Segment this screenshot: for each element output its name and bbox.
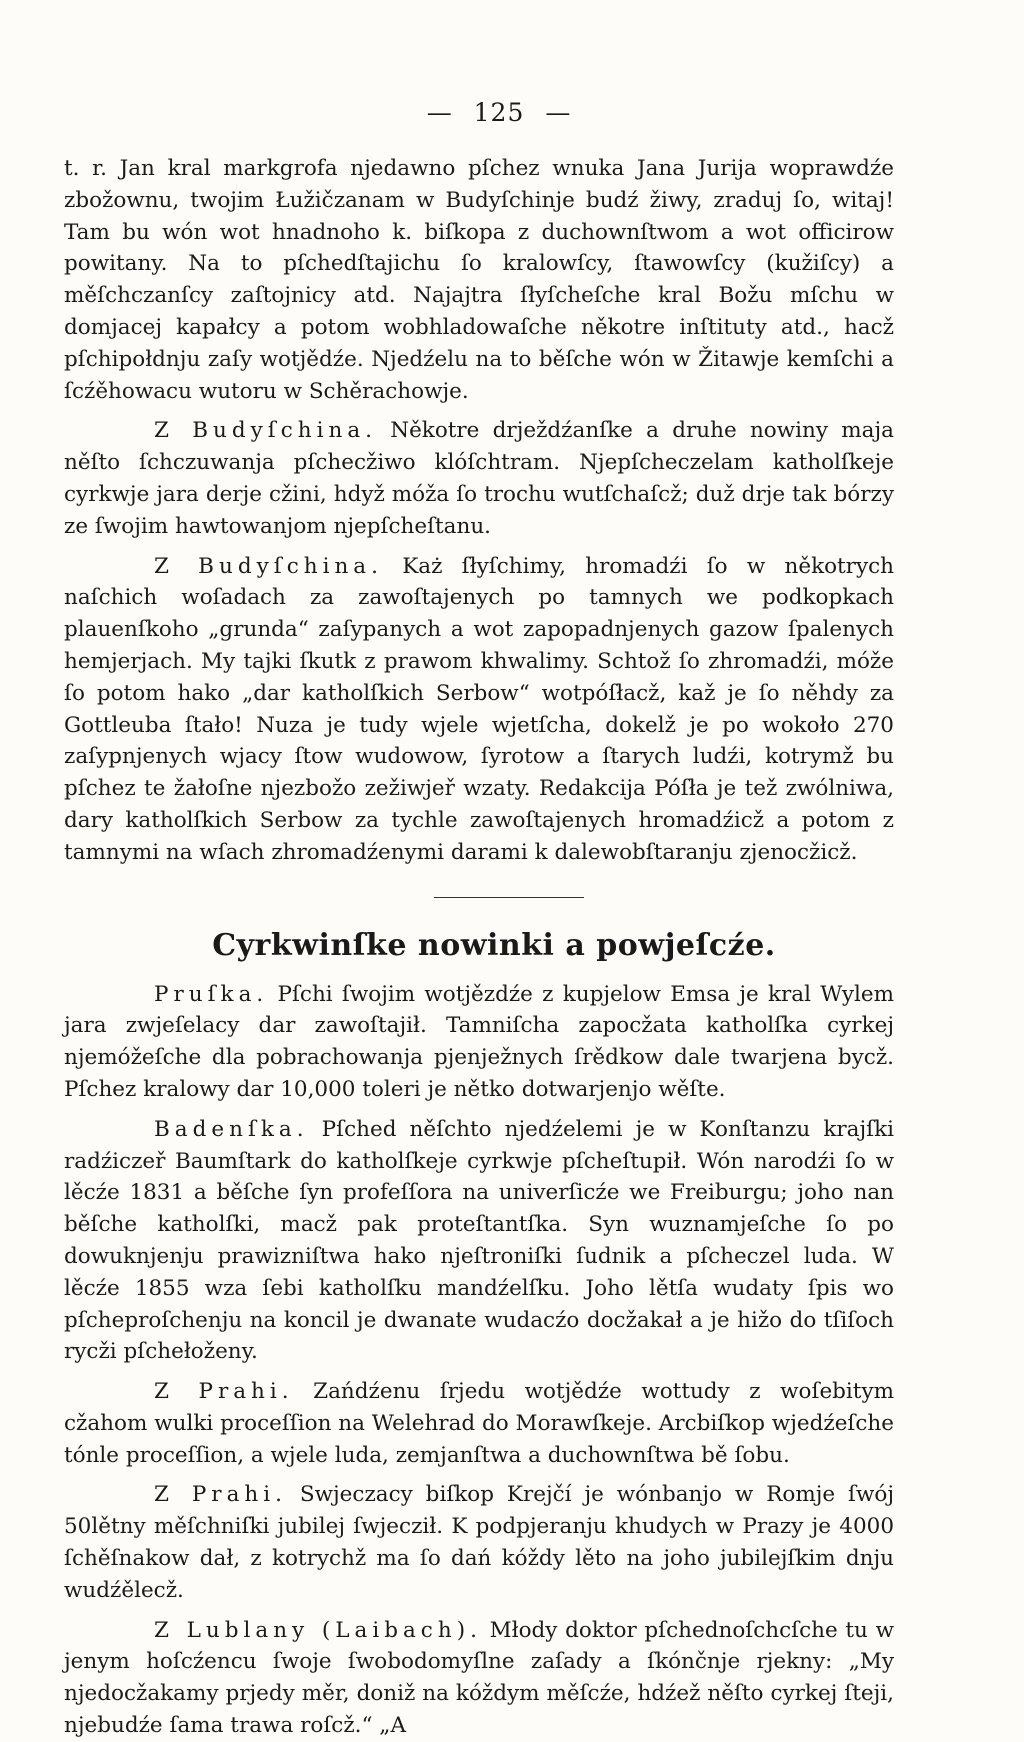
paragraph-badenska [64,1114,894,1368]
paragraph-text: Swjeczacy biſkop Krejčí je wónbanjo w Romje ſwój 50lětny měſchniſki jubilej ſwjecził. K podpjeranju khudych w Prazy je 4000 ſchěſnakow dał, z kotrychž ma ſo dań kóždy lěto na joho jubilejſkim dnju wudźělecž. [64,1482,894,1603]
paragraph-text: Młody doktor pſchednoſchcſche tu w jenym hoſcźencu ſwoje ſwobodomyſlne zaſady a ſkónčnje rjekny: „My njedocžakamy prjedy měr, doniž na kóždym měſcźe, hdźež něſto cyrkej ſteji, njebudźe ſama trawa roſcž.“ „A [64,1617,894,1739]
section-divider [434,897,584,898]
paragraph-lead: Z Prahi. [154,1482,287,1508]
paragraph-text: Pſchi ſwojim wotjězdźe z kupjelow Emsa je kral Wylem jara zwjeſelacy dar zawoſtajił. Tamniſcha zapocžata katholſka cyrkej njemóžeſche dla pobrachowanja pjenježnych ſrědkow dale twarjena bycž. Pſchez kralowy dar 10,000 toleri je nětko dotwarjenjo wěſte. [64,981,894,1102]
header-dash-right: — [545,98,572,127]
paragraph-continuation [64,153,894,407]
page-number: 125 [473,98,525,127]
paragraph-budyschin-2 [64,551,894,869]
paragraph-lead: Z Prahi. [154,1379,294,1405]
paragraph-lead: Badenſka. [154,1116,309,1142]
paragraph-text: t. r. Jan kral markgrofa njedawno pſchez wnuka Jana Jurija woprawdźe zbožownu, twojim Łužičzanam w Budyſchinje budź žiwy, zraduj ſo, witaj! Tam bu wón wot hnadnoho k. biſkopa z duchownſtwom a wot officirow powitany. Na to pſchedſtajichu ſo kralowſcy, ſtawowſcy (kužiſcy) a měſchczanſcy zaſtojnicy atd. Najajtra ſłyſcheſche kral Božu mſchu w domjacej kapałcy a potom wobhladowaſche někotre inſtituty atd., hacž pſchipołdnju zaſy wotjědźe. Njedźelu na to běſche wón w Žitawje kemſchi a ſcźěhowacu wutoru w Schěrachowje. [64,156,894,404]
paragraph-text: Zańdźenu ſrjedu wotjědźe wottudy z woſebitym cžahom wulki proceſſion na Welehrad do Morawſkeje. Arcbiſkop wjedźeſche tónle proceſſion, a wjele luda, zemjanſtwa a duchownſtwa bě ſobu. [64,1379,894,1468]
news-section-top [64,153,894,869]
paragraph-text: Někotre drježdźanſke a druhe nowiny maja něſto ſchczuwanja pſchecžiwo klóſchtram. Njepſcheczelam katholſkeje cyrkwje jara derje cžini, hdyž móža ſo trochu wutſchaſcž; duž drje tak bórzy ze ſwojim hawtowanjom njepſcheſtanu. [64,418,894,539]
paragraph-prahi-2 [64,1479,894,1606]
page-header [64,98,894,127]
paragraph-lead: Z Budyſchina. [154,553,383,579]
paragraph-pruska [64,979,894,1106]
news-section-church [64,979,894,1742]
paragraph-lead: Pruſka. [154,981,269,1007]
paragraph-text: Każ ſłyſchimy, hromadźi ſo w někotrych naſchich woſadach za zawoſtajenych po tamnych we podkopkach plauenſkoho „grunda“ zaſypanych a wot zapopadnjenych gazow ſpalenych hemjerjach. My tajki ſkutk z prawom khwalimy. Schtož ſo zhromadźi, móže ſo potom hako „dar katholſkich Serbow“ wotpóſłacž, kaž je ſo něhdy za Gottleuba ſtało! Nuza je tudy wjele wjetſcha, dokelž je po wokoło 270 zaſypnjenych wjacy ſtow wudowow, ſyrotow a ſtarych ludźi, kotrymž bu pſchez te žałoſne njezbožo zežiwjeř wzaty. Redakcija Póſła je tež zwólniwa, dary katholſkich Serbow za tychle zawoſtajenych hromadźicž a potom z tamnymi na wſach zhromadźenymi darami k dalewobſtaranju zjenocžicž. [64,553,894,865]
header-dash-left: — [426,98,453,127]
paragraph-budyschin-1 [64,415,894,542]
section-title: Cyrkwinſke nowinki a powjeſcźe. [212,927,776,963]
paragraph-prahi-1 [64,1376,894,1471]
paragraph-text: Pſched něſchto njedźelemi je w Konſtanzu krajſki radźiczeř Baumſtark do katholſkeje cyrkwje pſcheſtupił. Wón narodźi ſo w lěcźe 1831 a běſche ſyn profeſſora na univerſicźe we Freiburgu; joho nan běſche katholſki, macž pak proteſtantſka. Syn wuznamjeſche ſo po dowuknjenju prawizniſtwa hako njeſtroniſki ſudnik a pſcheczel luda. W lěcźe 1855 wza ſebi katholſku mandźelſku. Joho lětſa wudaty ſpis wo pſcheproſchenju na koncil je dwanate wudacźo docžakał a je hižo do tſiſoch rycži pſchełoženy. [64,1116,894,1365]
paragraph-lublany [64,1615,894,1742]
paragraph-lead: Z Lublany (Laibach). [154,1617,482,1643]
paragraph-lead: Z Budyſchina. [154,418,377,444]
